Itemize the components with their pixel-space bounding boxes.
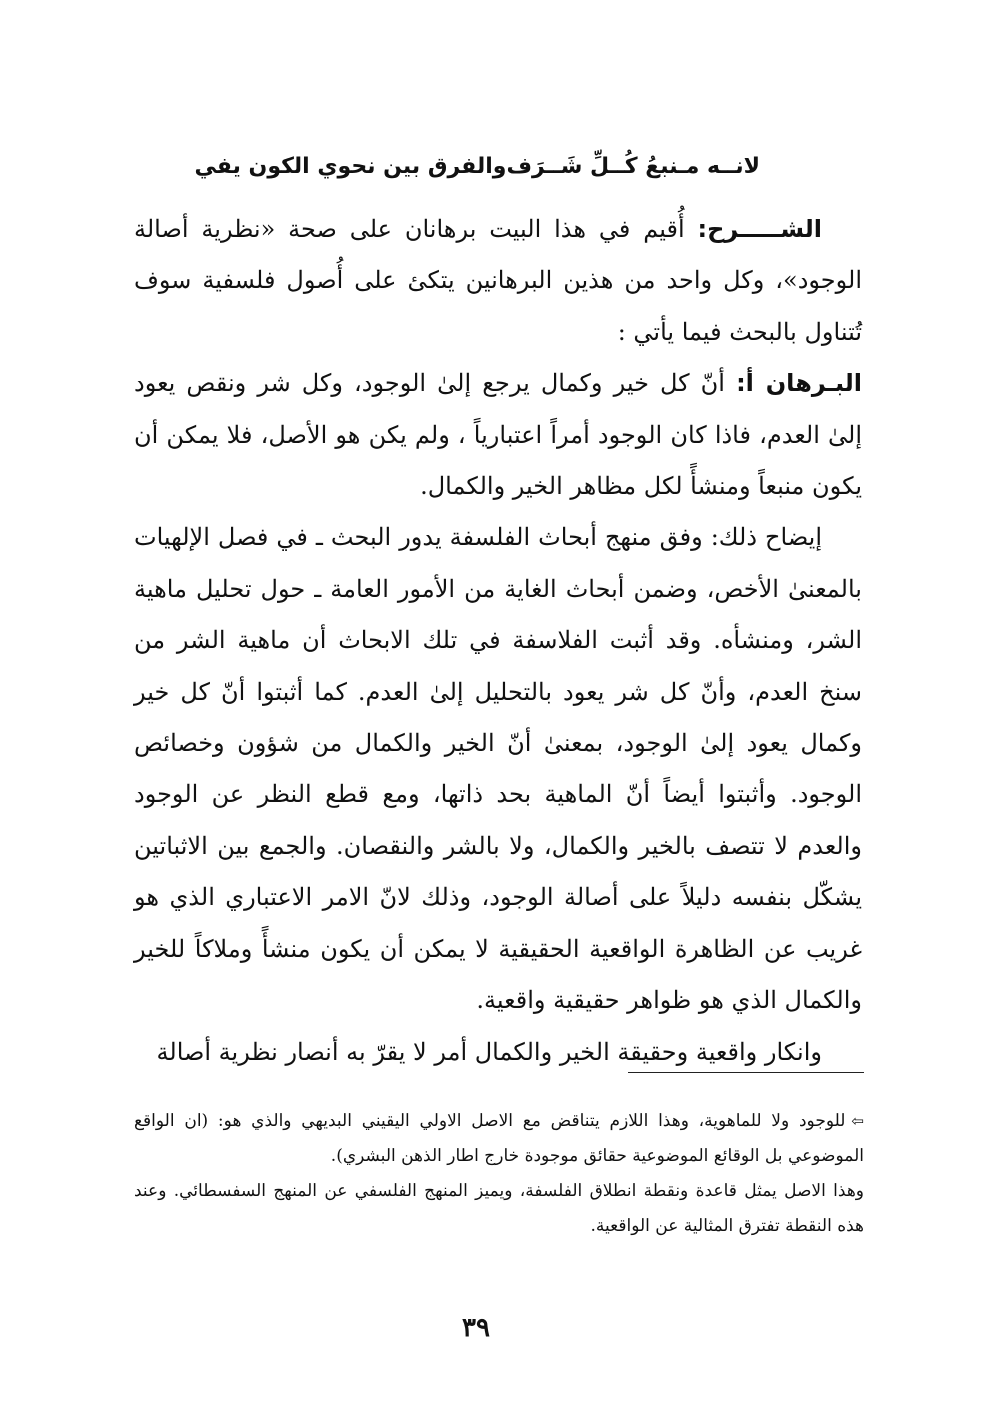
term-proof-one: البـرهان أ:: [736, 369, 863, 398]
term-commentary: الشـــــرح:: [697, 215, 822, 243]
verse-hemistich-left: والفرق بين نحوي الكون يفي: [194, 153, 507, 179]
verse-header: [194, 146, 760, 186]
paragraph-explanation: إيضاح ذلك: وفق منهج أبحاث الفلسفة يدور البحث ـ في فصل الإلهيات بالمعنىٰ الأخص، وضمن أبحاث الغاية من الأمور العامة ـ حول تحليل ماهية الشر، ومنشأه. وقد أثبت الفلاسفة في تلك الابحاث أن ماهية الشر من سنخ العدم، وأنّ كل شر يعود بالتحليل إلىٰ العدم. كما أثبتوا أنّ كل خير وكمال يعود إلىٰ الوجود، بمعنىٰ أنّ الخير والكمال من شؤون وخصائص الوجود. وأثبتوا أيضاً أنّ الماهية بحد ذاتها، ومع قطع النظر عن الوجود والعدم لا تتصف بالخير والكمال، ولا بالشر والنقصان. والجمع بين الاثباتين يشكّل بنفسه دليلاً على أصالة الوجود، وذلك لانّ الامر الاعتباري الذي هو غريب عن الظاهرة الواقعية الحقيقية لا يمكن أن يكون منشأً وملاكاً للخير والكمال الذي هو ظواهر حقيقية واقعية.: [134, 523, 863, 1015]
paragraph-commentary-text: أُقيم في هذا البيت برهانان على صحة «نظرية أصالة الوجود»، وكل واحد من هذين البرهانين يتكئ على أُصول فلسفية سوف تُتناول بالبحث فيما يأتي :: [134, 215, 862, 346]
footnote-continuation-text: للوجود ولا للماهوية، وهذا اللازم يتناقض مع الاصل الاولي اليقيني البديهي والذي هو: (ان الواقع الموضوعي بل الوقائع الموضوعية حقائق موجودة خارج اطار الذهن البشري).: [134, 1111, 864, 1166]
footnote-separator: [628, 1072, 864, 1073]
footnotes: [134, 1104, 864, 1244]
paragraph-denial: وانكار واقعية وحقيقة الخير والكمال أمر لا يقرّ به أنصار نظرية أصالة: [156, 1037, 822, 1066]
arrow-continuation-icon: ⇦: [851, 1112, 864, 1130]
main-text: [134, 204, 862, 1078]
paragraph-commentary: [134, 204, 862, 358]
footnote-second-paragraph: وهذا الاصل يمثل قاعدة ونقطة انطلاق الفلسفة، ويميز المنهج الفلسفي عن المنهج السفسطائي. وعند هذه النقطة تفترق المثالية عن الواقعية.: [134, 1181, 864, 1236]
footnote-continuation: [134, 1104, 864, 1174]
paragraph-proof-one-text: أنّ كل خير وكمال يرجع إلىٰ الوجود، وكل شر ونقص يعود إلىٰ العدم، فاذا كان الوجود أمراً اعتبارياً ، ولم يكن هو الأصل، فلا يمكن أن يكون منبعاً ومنشأً لكل مظاهر الخير والكمال.: [134, 369, 862, 501]
paragraph-proof-one: [134, 358, 862, 512]
verse-hemistich-right: لانــه مـنبعُ كُــلِّ شَــرَف: [506, 153, 760, 179]
page-number: ٣٩: [462, 1313, 490, 1343]
